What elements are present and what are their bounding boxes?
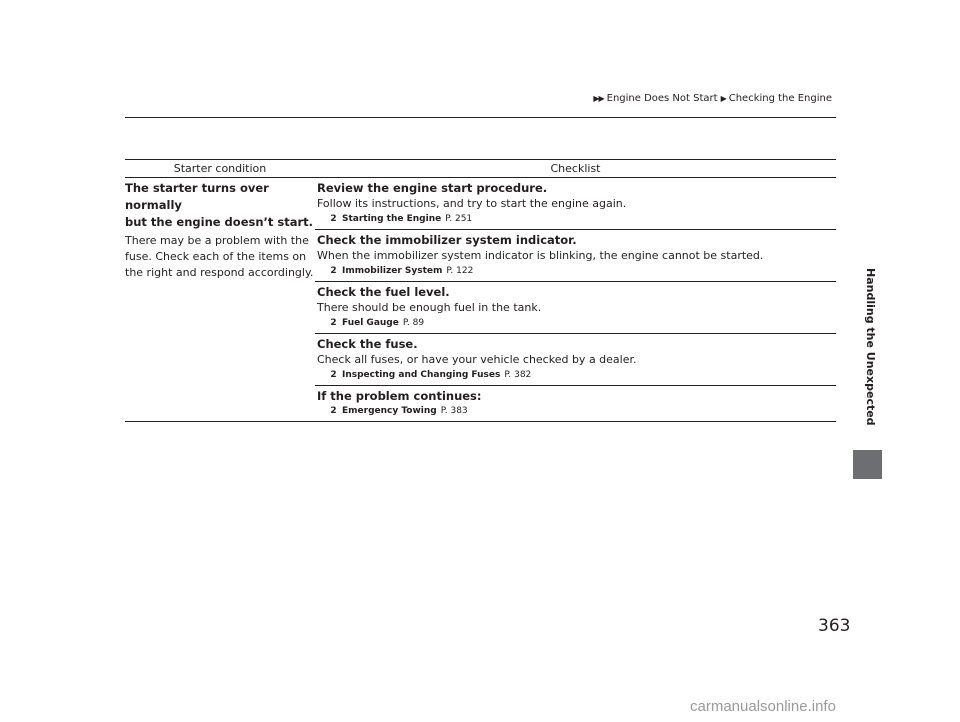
header-starter-condition: Starter condition: [173, 162, 267, 175]
condition-desc-line: the right and respond accordingly.: [125, 266, 314, 279]
check-text: When the immobilizer system indicator is blinking, the engine cannot be started.: [317, 249, 764, 262]
condition-cell: [125, 178, 315, 421]
reference-link[interactable]: Inspecting and Changing Fuses: [342, 370, 501, 380]
condition-title-line: but the engine doesn’t start.: [125, 215, 314, 229]
checklist-cell: [315, 178, 836, 421]
header-checklist: Checklist: [550, 162, 601, 175]
cross-reference[interactable]: [317, 368, 836, 382]
reference-page: P. 383: [440, 406, 468, 416]
checklist-item: [315, 386, 836, 421]
cross-reference[interactable]: [317, 404, 836, 418]
breadcrumb-item-engine-does-not-start[interactable]: Engine Does Not Start: [606, 93, 718, 104]
cross-reference[interactable]: [317, 212, 836, 226]
reference-arrow-icon: 2: [330, 265, 337, 276]
check-title: Review the engine start procedure.: [317, 181, 548, 195]
check-title: Check the fuse.: [317, 337, 418, 351]
reference-arrow-icon: 2: [330, 369, 337, 380]
condition-desc-line: There may be a problem with the: [125, 234, 309, 247]
check-title: If the problem continues:: [317, 389, 482, 403]
condition-title: [125, 180, 315, 231]
reference-page: P. 251: [445, 214, 473, 224]
reference-arrow-icon: 2: [330, 213, 337, 224]
checklist-item: [315, 282, 836, 334]
condition-title-line: The starter turns over normally: [125, 181, 269, 212]
watermark: carmanualsonline.info: [690, 698, 836, 715]
check-text: Follow its instructions, and try to start the engine again.: [317, 197, 627, 210]
table-header: [125, 159, 836, 178]
breadcrumb: [593, 93, 832, 104]
condition-description: [125, 233, 315, 281]
header-rule: [125, 117, 836, 118]
breadcrumb-item-checking-the-engine[interactable]: Checking the Engine: [728, 93, 832, 104]
troubleshooting-table: [125, 159, 836, 422]
reference-page: P. 89: [402, 318, 425, 328]
reference-link[interactable]: Emergency Towing: [342, 406, 437, 416]
cross-reference[interactable]: [317, 264, 836, 278]
cross-reference[interactable]: [317, 316, 836, 330]
reference-link[interactable]: Immobilizer System: [342, 266, 443, 276]
reference-link[interactable]: Starting the Engine: [342, 214, 442, 224]
check-text: There should be enough fuel in the tank.: [317, 301, 542, 314]
table-body: [125, 178, 836, 422]
reference-page: P. 122: [446, 266, 474, 276]
side-tab-marker: [853, 450, 882, 479]
checklist-item: [315, 230, 836, 282]
side-tab-label: Handling the Unexpected: [864, 268, 877, 426]
check-text: Check all fuses, or have your vehicle checked by a dealer.: [317, 353, 637, 366]
page-number: 363: [818, 616, 851, 636]
check-title: Check the fuel level.: [317, 285, 450, 299]
reference-arrow-icon: 2: [330, 317, 337, 328]
checklist-item: [315, 178, 836, 230]
reference-link[interactable]: Fuel Gauge: [342, 318, 399, 328]
check-title: Check the immobilizer system indicator.: [317, 233, 577, 247]
double-arrow-icon: ▶▶: [593, 94, 604, 103]
reference-page: P. 382: [504, 370, 532, 380]
checklist-item: [315, 334, 836, 386]
condition-desc-line: fuse. Check each of the items on: [125, 250, 307, 263]
reference-arrow-icon: 2: [330, 405, 337, 416]
arrow-icon: ▶: [720, 94, 726, 103]
